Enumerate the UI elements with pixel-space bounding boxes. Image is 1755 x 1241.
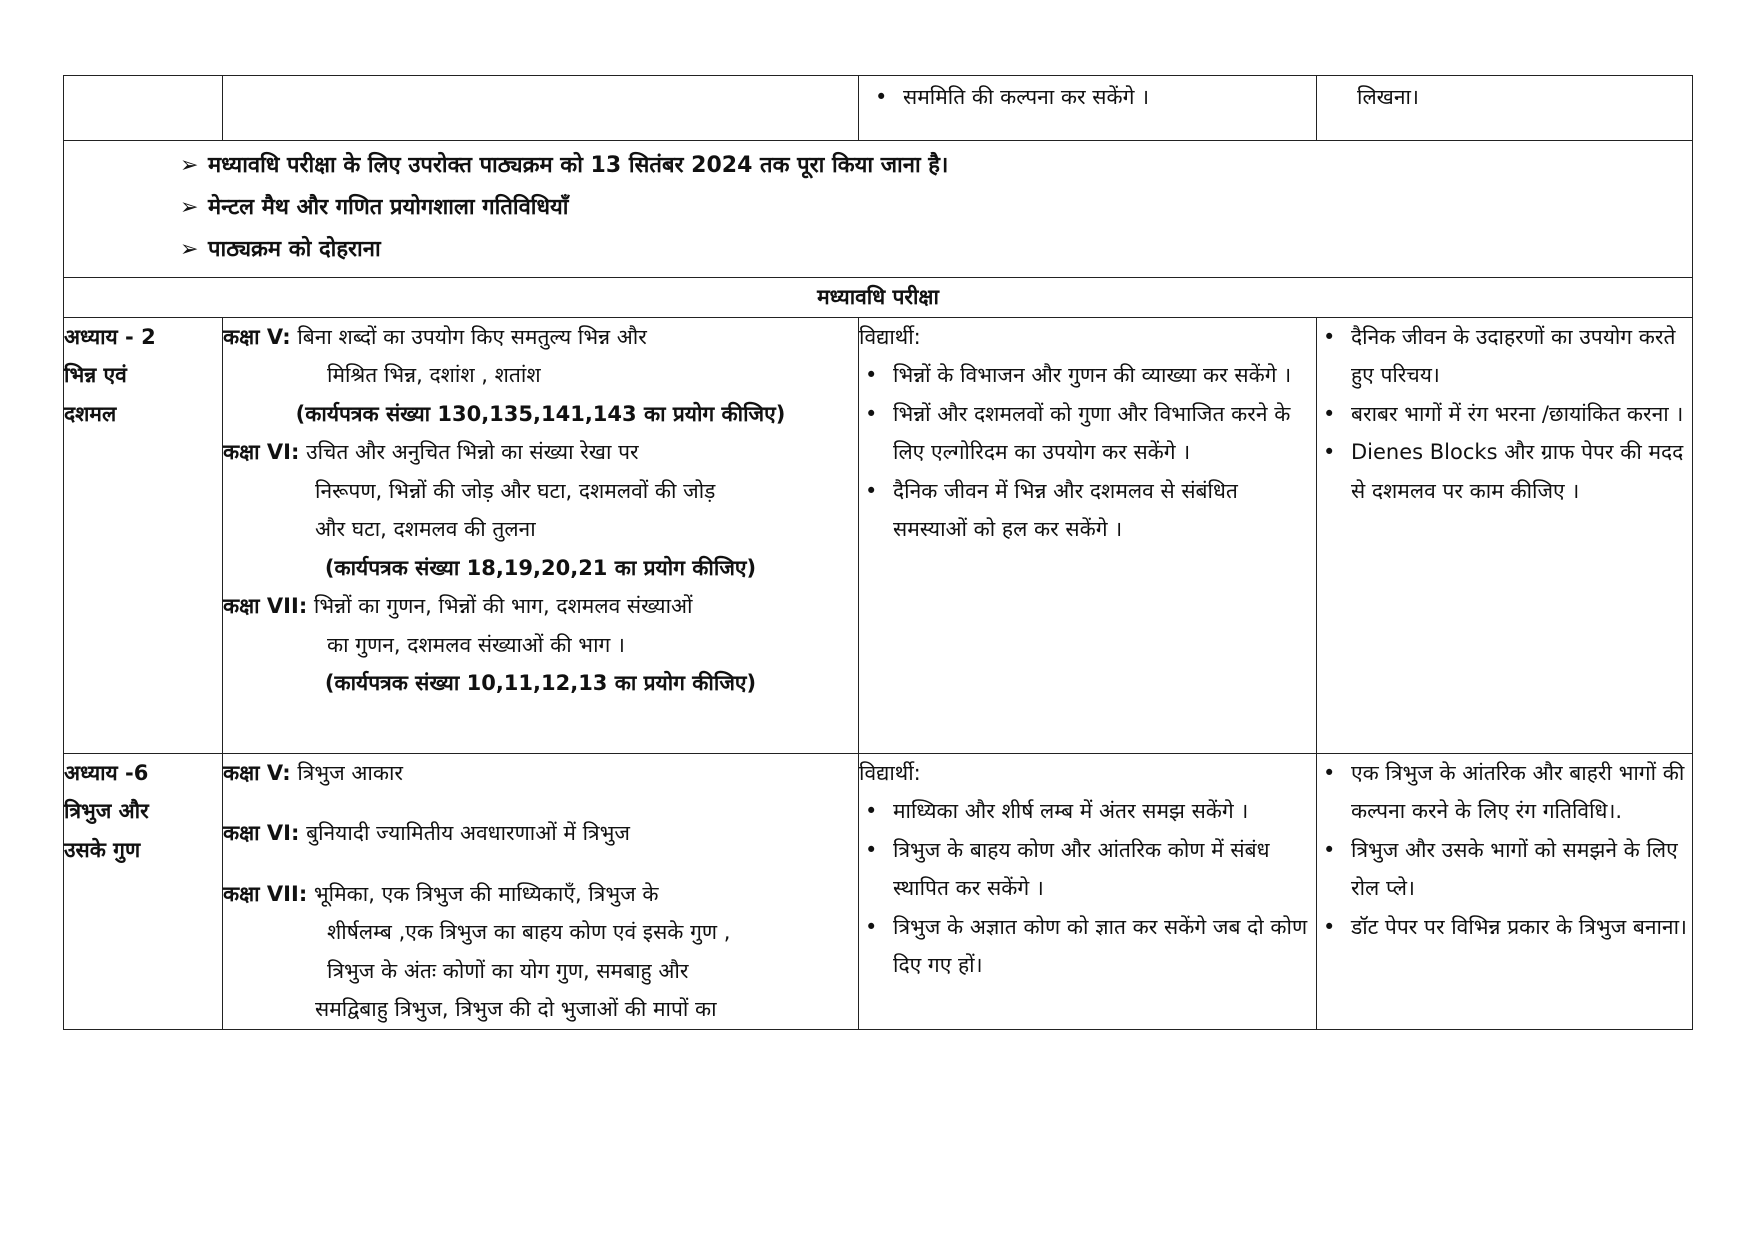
class-label: कक्षा V: [223,760,291,785]
content-text: उचित और अनुचित भिन्नो का संख्या रेखा पर [306,440,639,464]
outcome-item: • दैनिक जीवन में भिन्न और दशमलव से संबंधित समस्याओं को हल कर सकेंगे । [859,472,1316,549]
outcome-bullet: • सममिति की कल्पना कर सकेंगे । [869,78,1306,117]
activities-cell [1317,317,1693,753]
notice-cell [64,141,1693,278]
outcome-item: • भिन्नों और दशमलवों को गुणा और विभाजित करने के लिए एल्गोरिदम का उपयोग कर सकेंगे । [859,395,1316,472]
class-label: कक्षा V: [223,324,291,349]
notice-item: ➢ मध्यावधि परीक्षा के लिए उपरोक्त पाठ्यक्रम को 13 सितंबर 2024 तक पूरा किया जाना है। [180,145,1692,187]
outcome-item: • माध्यिका और शीर्ष लम्ब में अंतर समझ सकेंगे । [859,792,1316,831]
chapter-title-line: उसके गुण [64,837,141,862]
class-label: कक्षा VI: [223,440,300,464]
content-text: भूमिका, एक त्रिभुज की माध्यिकाएँ, त्रिभुज के [313,881,659,906]
section-title: मध्यावधि परीक्षा [64,278,1693,318]
continuation-chapter-cell [64,76,223,141]
activities-cell [1317,753,1693,1029]
activity-list [1317,754,1692,947]
worksheet-note: (कार्यपत्रक संख्या 130,135,141,143 का प्रयोग कीजिए) [295,401,786,426]
content-text: त्रिभुज आकार [297,760,404,785]
notice-item: ➢ पाठ्यक्रम को दोहराना [180,229,1692,271]
activity-item: • त्रिभुज और उसके भागों को समझने के लिए रोल प्ले। [1317,831,1692,908]
outcome-item: • भिन्नों के विभाजन और गुणन की व्याख्या कर सकेंगे । [859,356,1316,395]
learning-outcomes-cell [859,753,1317,1029]
activity-item: • दैनिक जीवन के उदाहरणों का उपयोग करते हुए परिचय। [1317,318,1692,395]
notice-row [64,141,1693,278]
curriculum-table [63,75,1693,1030]
content-text: बुनियादी ज्यामितीय अवधारणाओं में त्रिभुज [306,821,630,845]
activity-item: • एक त्रिभुज के आंतरिक और बाहरी भागों की कल्पना करने के लिए रंग गतिविधि।. [1317,754,1692,831]
continuation-outcome-cell [859,76,1317,141]
arrow-icon: ➢ [180,153,199,178]
syllabus-content-cell [223,317,859,753]
notice-item: ➢ मेन्टल मैथ और गणित प्रयोगशाला गतिविधियाँ [180,187,1692,229]
content-text: भिन्नों का गुणन, भिन्नों की भाग, दशमलव संख्याओं [313,594,693,618]
chapter-title-cell [64,317,223,753]
students-label: विद्यार्थी: [859,324,921,349]
content-text: निरूपण, भिन्नों की जोड़ और घटा, दशमलवों की जोड़ [315,478,716,503]
section-title-row [64,278,1693,318]
syllabus-content-cell [223,753,859,1029]
activity-list [1317,318,1692,511]
activity-item: • Dienes Blocks और ग्राफ पेपर की मदद से दशमलव पर काम कीजिए । [1317,433,1692,510]
class-label: कक्षा VII: [223,881,308,906]
chapter-title-line: अध्याय -6 [64,760,149,785]
continuation-content-cell [223,76,859,141]
content-text: शीर्षलम्ब ,एक त्रिभुज का बाहय कोण एवं इसके गुण , [327,920,731,944]
content-text: का गुणन, दशमलव संख्याओं की भाग । [327,632,625,657]
class-label: कक्षा VII: [223,594,308,618]
outcome-item: • त्रिभुज के बाहय कोण और आंतरिक कोण में संबंध स्थापित कर सकेंगे । [859,831,1316,908]
worksheet-note: (कार्यपत्रक संख्या 10,11,12,13 का प्रयोग कीजिए) [324,671,757,695]
chapter-title-cell [64,753,223,1029]
continuation-activity-cell [1317,76,1693,141]
chapter-title-line: त्रिभुज और [64,799,149,823]
students-label: विद्यार्थी: [859,760,921,785]
outcome-item: • त्रिभुज के अज्ञात कोण को ज्ञात कर सकेंगे जब दो कोण दिए गए हों। [859,908,1316,985]
content-text: मिश्रित भिन्न, दशांश , शतांश [327,363,541,387]
worksheet-note: (कार्यपत्रक संख्या 18,19,20,21 का प्रयोग कीजिए) [324,555,757,580]
class-label: कक्षा VI: [223,821,300,845]
outcome-list [859,792,1316,985]
activity-item: • डॉट पेपर पर विभिन्न प्रकार के त्रिभुज बनाना। [1317,908,1692,947]
content-text: बिना शब्दों का उपयोग किए समतुल्य भिन्न और [297,324,647,349]
chapter-title-line: दशमल [64,401,117,426]
arrow-icon: ➢ [180,237,199,262]
outcome-list [859,356,1316,549]
learning-outcomes-cell [859,317,1317,753]
content-text: त्रिभुज के अंतः कोणों का योग गुण, समबाहु और [327,958,689,983]
activity-item: • बराबर भागों में रंग भरना /छायांकित करना । [1317,395,1692,434]
content-text: समद्विबाहु त्रिभुज, त्रिभुज की दो भुजाओं की मापों का [315,997,717,1021]
arrow-icon: ➢ [180,195,199,220]
chapter-row [64,317,1693,753]
notice-list [64,145,1692,271]
chapter-title-line: अध्याय - 2 [64,324,156,349]
activity-text: लिखना। [1357,85,1419,109]
chapter-title-line: भिन्न एवं [64,363,127,387]
chapter-row [64,753,1693,1029]
continuation-row [64,76,1693,141]
content-text: और घटा, दशमलव की तुलना [315,517,536,541]
